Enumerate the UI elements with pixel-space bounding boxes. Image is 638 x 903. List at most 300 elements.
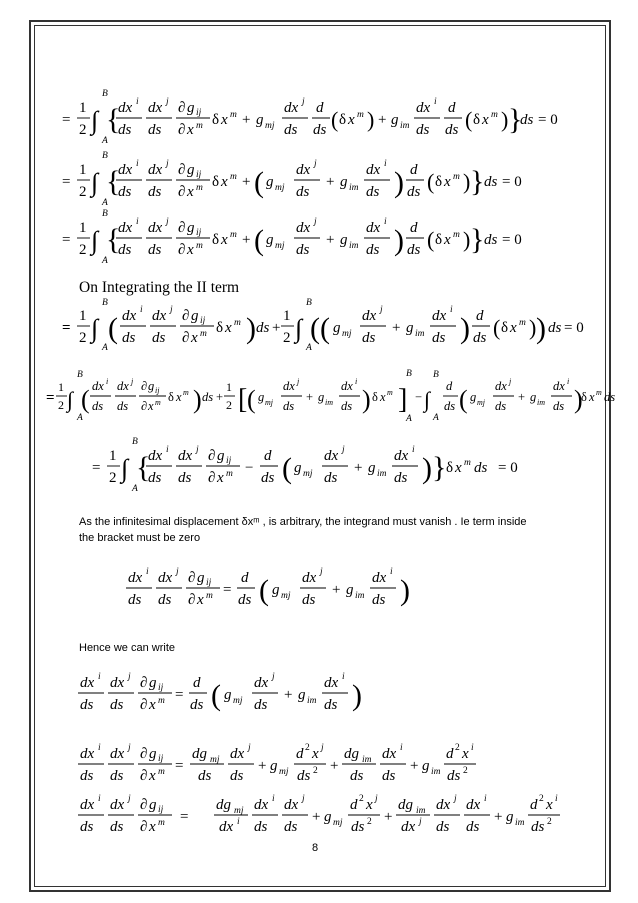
svg-text:m: m <box>183 388 189 397</box>
svg-text:ds: ds <box>313 122 327 138</box>
svg-text:(: ( <box>310 312 320 345</box>
svg-text:∂: ∂ <box>208 470 216 486</box>
equation-9 <box>78 743 476 784</box>
svg-text:x: x <box>148 399 154 413</box>
svg-text:}: } <box>470 223 485 256</box>
svg-text:m: m <box>596 388 602 397</box>
svg-text:2: 2 <box>359 794 364 804</box>
svg-text:j: j <box>380 305 383 315</box>
svg-text:}: } <box>432 451 447 484</box>
svg-text:i: i <box>484 794 487 804</box>
svg-text:m: m <box>158 818 165 828</box>
svg-text:dx: dx <box>416 100 431 116</box>
svg-text:(: ( <box>247 385 256 414</box>
svg-text:ds: ds <box>118 122 132 138</box>
svg-text:A: A <box>433 413 439 423</box>
svg-text:ds: ds <box>284 819 298 835</box>
equation-2 <box>62 151 522 208</box>
svg-text:j: j <box>375 794 378 804</box>
svg-text:): ) <box>460 312 470 345</box>
svg-text:i: i <box>106 377 109 386</box>
svg-text:dx: dx <box>382 746 397 762</box>
svg-text:1: 1 <box>109 448 117 464</box>
svg-text:dg: dg <box>192 746 207 762</box>
svg-text:x: x <box>366 797 373 813</box>
svg-text:dx: dx <box>80 746 95 762</box>
svg-text:=: = <box>46 390 55 406</box>
svg-text:d: d <box>446 379 453 393</box>
svg-text:i: i <box>384 159 387 169</box>
svg-text:{: { <box>136 451 151 484</box>
svg-text:dx: dx <box>230 746 245 762</box>
svg-text:∫: ∫ <box>121 454 129 483</box>
svg-text:g: g <box>391 112 399 128</box>
svg-text:−: − <box>415 390 423 404</box>
svg-text:g: g <box>187 162 195 178</box>
svg-text:x: x <box>187 242 194 258</box>
svg-text:(: ( <box>320 312 330 345</box>
svg-text:ds: ds <box>362 330 376 346</box>
svg-text:+: + <box>410 758 419 774</box>
svg-text:j: j <box>128 672 131 682</box>
svg-text:i: i <box>166 445 169 455</box>
svg-text:g: g <box>266 174 274 190</box>
svg-text:i: i <box>384 217 387 227</box>
svg-text:d: d <box>350 797 358 813</box>
svg-text:g: g <box>298 687 306 703</box>
svg-text:+: + <box>272 320 281 336</box>
svg-text:g: g <box>340 232 348 248</box>
svg-text:(: ( <box>493 315 501 340</box>
svg-text:m: m <box>230 110 237 120</box>
svg-text:g: g <box>266 232 274 248</box>
svg-text:ds: ds <box>432 330 446 346</box>
svg-text:j: j <box>176 567 179 577</box>
svg-text:+: + <box>306 390 314 404</box>
svg-text:ij: ij <box>196 170 202 180</box>
svg-text:+: + <box>242 112 251 128</box>
svg-text:): ) <box>394 166 404 199</box>
svg-text:m: m <box>387 388 393 397</box>
svg-text:j: j <box>128 743 131 753</box>
svg-text:i: i <box>140 305 143 315</box>
svg-text:x: x <box>217 470 224 486</box>
svg-text:dx: dx <box>401 819 416 835</box>
svg-text:2: 2 <box>305 743 310 753</box>
svg-text:d: d <box>530 797 538 813</box>
svg-text:g: g <box>191 308 199 324</box>
svg-text:): ) <box>574 385 583 414</box>
svg-text:ds: ds <box>495 399 507 413</box>
svg-text:m: m <box>491 110 498 120</box>
svg-text:δ: δ <box>212 174 220 190</box>
svg-text:=: = <box>175 687 184 703</box>
svg-text:dx: dx <box>302 570 317 586</box>
svg-text:g: g <box>258 390 265 404</box>
svg-text:+: + <box>216 390 224 404</box>
svg-text:ds: ds <box>118 184 132 200</box>
svg-text:ds: ds <box>324 470 338 486</box>
svg-text:1: 1 <box>79 162 87 178</box>
svg-text:{: { <box>106 165 121 198</box>
svg-text:2: 2 <box>463 766 468 776</box>
svg-text:m: m <box>453 230 460 240</box>
svg-text:1: 1 <box>79 308 87 324</box>
svg-text:∫: ∫ <box>91 106 99 135</box>
svg-text:x: x <box>187 184 194 200</box>
svg-text:∂: ∂ <box>182 330 190 346</box>
equation-3 <box>62 209 522 266</box>
svg-text:=: = <box>62 174 71 190</box>
svg-text:x: x <box>444 232 451 248</box>
svg-text:ds: ds <box>178 470 192 486</box>
svg-text:∫: ∫ <box>91 314 99 343</box>
svg-text:ds: ds <box>296 184 310 200</box>
svg-text:m: m <box>234 318 241 328</box>
svg-text:i: i <box>98 743 101 753</box>
svg-text:∂: ∂ <box>178 184 186 200</box>
svg-text:x: x <box>221 112 228 128</box>
svg-text:g: g <box>406 320 414 336</box>
svg-text:dx: dx <box>324 675 339 691</box>
svg-text:g: g <box>368 460 376 476</box>
svg-text:(: ( <box>427 169 435 194</box>
svg-text:=: = <box>175 758 184 774</box>
svg-text:+: + <box>242 174 251 190</box>
svg-text:g: g <box>149 675 157 691</box>
svg-text:+: + <box>330 758 339 774</box>
svg-text:ds: ds <box>80 768 94 784</box>
svg-text:ds: ds <box>382 768 396 784</box>
svg-text:mj: mj <box>342 329 352 339</box>
svg-text:im: im <box>515 818 525 828</box>
svg-text:im: im <box>416 806 426 816</box>
svg-text:g: g <box>422 758 430 774</box>
svg-text:i: i <box>471 743 474 753</box>
svg-text:dx: dx <box>254 675 269 691</box>
svg-text:g: g <box>318 390 325 404</box>
svg-text:mj: mj <box>233 696 243 706</box>
svg-text:δ: δ <box>581 390 587 404</box>
svg-text:dx: dx <box>362 308 377 324</box>
svg-text:∂: ∂ <box>140 675 148 691</box>
svg-text:ds: ds <box>148 470 162 486</box>
svg-text:im: im <box>362 755 372 765</box>
svg-text:g: g <box>333 320 341 336</box>
svg-text:+: + <box>518 390 526 404</box>
svg-text:ds: ds <box>283 399 295 413</box>
svg-text:δ: δ <box>372 390 378 404</box>
svg-text:δ: δ <box>435 232 443 248</box>
svg-text:B: B <box>433 370 439 380</box>
svg-text:2: 2 <box>79 330 87 346</box>
svg-text:ds: ds <box>302 592 316 608</box>
svg-text:j: j <box>170 305 173 315</box>
svg-text:j: j <box>272 672 275 682</box>
svg-text:∫: ∫ <box>295 314 303 343</box>
svg-text:+: + <box>258 758 267 774</box>
svg-text:): ) <box>394 224 404 257</box>
svg-text:+: + <box>378 112 387 128</box>
svg-text:ds: ds <box>520 112 534 128</box>
svg-text:B: B <box>102 89 108 99</box>
svg-text:B: B <box>132 437 138 447</box>
svg-text:∂: ∂ <box>140 819 148 835</box>
svg-text:2: 2 <box>367 817 372 827</box>
svg-text:∂: ∂ <box>178 242 186 258</box>
svg-text:j: j <box>302 97 305 107</box>
svg-text:j: j <box>297 377 300 386</box>
svg-text:ds: ds <box>118 242 132 258</box>
svg-text:dx: dx <box>254 797 269 813</box>
svg-text:): ) <box>463 227 471 252</box>
svg-text:mj: mj <box>265 121 275 131</box>
svg-text:i: i <box>237 817 240 827</box>
svg-text:1: 1 <box>226 380 232 394</box>
svg-text:δ: δ <box>212 112 220 128</box>
svg-text:ds: ds <box>256 320 270 336</box>
svg-text:ds: ds <box>80 697 94 713</box>
svg-text:dx: dx <box>372 570 387 586</box>
svg-text:ds: ds <box>407 184 421 200</box>
svg-text:∫: ∫ <box>91 168 99 197</box>
svg-text:j: j <box>314 217 317 227</box>
svg-text:∂: ∂ <box>140 697 148 713</box>
svg-text:i: i <box>555 794 558 804</box>
svg-text:j: j <box>131 377 134 386</box>
svg-text:d: d <box>264 448 272 464</box>
svg-text:x: x <box>149 819 156 835</box>
svg-text:mj: mj <box>265 398 273 407</box>
svg-text:ds: ds <box>254 697 268 713</box>
svg-text:ij: ij <box>158 754 164 764</box>
svg-text:d: d <box>193 675 201 691</box>
svg-text:2: 2 <box>313 766 318 776</box>
svg-text:ds: ds <box>148 242 162 258</box>
svg-text:ds: ds <box>202 390 214 404</box>
svg-text:m: m <box>200 329 207 339</box>
svg-text:2: 2 <box>283 330 291 346</box>
svg-text:+: + <box>326 232 335 248</box>
svg-text:(: ( <box>254 224 264 257</box>
svg-text:dx: dx <box>296 220 311 236</box>
svg-text:(: ( <box>427 227 435 252</box>
svg-text:A: A <box>102 256 108 266</box>
svg-text:im: im <box>415 329 425 339</box>
svg-text:ds: ds <box>351 819 365 835</box>
svg-text:x: x <box>191 330 198 346</box>
svg-text:ds: ds <box>230 768 244 784</box>
svg-text:j: j <box>166 97 169 107</box>
svg-text:]: ] <box>398 384 408 415</box>
svg-text:x: x <box>482 112 489 128</box>
svg-text:(: ( <box>259 574 269 607</box>
svg-text:dx: dx <box>432 308 447 324</box>
svg-text:i: i <box>342 672 345 682</box>
svg-text:δ: δ <box>339 112 347 128</box>
svg-text:im: im <box>325 398 333 407</box>
svg-text:∂: ∂ <box>141 399 148 413</box>
svg-text:+: + <box>392 320 401 336</box>
svg-text:x: x <box>149 697 156 713</box>
svg-text:dx: dx <box>118 162 133 178</box>
svg-text:ds: ds <box>92 399 104 413</box>
svg-text:i: i <box>98 672 101 682</box>
svg-text:2: 2 <box>455 743 460 753</box>
svg-text:ij: ij <box>206 578 212 588</box>
svg-text:im: im <box>355 591 365 601</box>
svg-text:= 0: = 0 <box>498 460 518 476</box>
svg-text:∂: ∂ <box>188 592 196 608</box>
svg-text:ds: ds <box>407 242 421 258</box>
page-number: 8 <box>312 842 319 854</box>
svg-text:): ) <box>246 312 256 345</box>
svg-text:∂: ∂ <box>178 162 186 178</box>
svg-text:i: i <box>136 217 139 227</box>
svg-text:+: + <box>332 582 341 598</box>
svg-text:A: A <box>77 413 83 423</box>
svg-text:im: im <box>349 241 359 251</box>
svg-text:x: x <box>589 390 595 404</box>
svg-text:mj: mj <box>275 241 285 251</box>
svg-text:ds: ds <box>122 330 136 346</box>
svg-text:x: x <box>546 797 553 813</box>
svg-text:1: 1 <box>79 100 87 116</box>
svg-text:im: im <box>431 767 441 777</box>
svg-text:dx: dx <box>284 797 299 813</box>
svg-text:mj: mj <box>303 469 313 479</box>
svg-text:im: im <box>537 398 545 407</box>
svg-text:2: 2 <box>226 398 232 412</box>
svg-text:+: + <box>242 232 251 248</box>
svg-text:g: g <box>187 220 195 236</box>
svg-text:g: g <box>506 809 514 825</box>
svg-text:x: x <box>225 320 232 336</box>
svg-text:ds: ds <box>436 819 450 835</box>
svg-text:i: i <box>146 567 149 577</box>
svg-text:∂: ∂ <box>182 308 190 324</box>
svg-text:+: + <box>384 809 393 825</box>
svg-text:x: x <box>455 460 462 476</box>
svg-text:j: j <box>419 817 422 827</box>
svg-text:δ: δ <box>473 112 481 128</box>
svg-text:(: ( <box>81 385 90 414</box>
note-line-1: As the infinitesimal displacement δxᵐ , is arbitrary, the integrand must vanish . Ie term inside <box>79 516 527 528</box>
svg-text:ij: ij <box>158 805 164 815</box>
svg-text:g: g <box>148 379 155 393</box>
svg-text:∫: ∫ <box>67 387 74 412</box>
svg-text:1: 1 <box>283 308 291 324</box>
svg-text:ds: ds <box>416 122 430 138</box>
svg-text:ds: ds <box>110 697 124 713</box>
svg-text:dg: dg <box>216 797 231 813</box>
svg-text:dx: dx <box>128 570 143 586</box>
svg-text:m: m <box>230 230 237 240</box>
svg-text:=: = <box>62 112 71 128</box>
svg-text:m: m <box>196 183 203 193</box>
svg-text:dx: dx <box>324 448 339 464</box>
svg-text:im: im <box>349 183 359 193</box>
svg-text:ds: ds <box>474 460 488 476</box>
svg-text:x: x <box>149 768 156 784</box>
svg-text:dx: dx <box>118 100 133 116</box>
svg-text:d: d <box>410 162 418 178</box>
svg-text:ds: ds <box>445 122 459 138</box>
svg-text:): ) <box>193 385 202 414</box>
svg-text:mj: mj <box>333 818 343 828</box>
svg-text:i: i <box>390 567 393 577</box>
svg-text:dx: dx <box>110 675 125 691</box>
svg-text:2: 2 <box>109 470 117 486</box>
svg-text:mj: mj <box>234 806 244 816</box>
svg-text:dx: dx <box>80 797 95 813</box>
svg-text:2: 2 <box>79 184 87 200</box>
svg-text:m: m <box>155 398 161 407</box>
svg-text:ds: ds <box>148 122 162 138</box>
svg-text:∂: ∂ <box>178 220 186 236</box>
svg-text:j: j <box>509 377 512 386</box>
svg-text:x: x <box>444 174 451 190</box>
svg-text:j: j <box>342 445 345 455</box>
svg-text:d: d <box>476 308 484 324</box>
svg-text:2: 2 <box>547 817 552 827</box>
svg-text:g: g <box>346 582 354 598</box>
svg-text:mj: mj <box>210 755 220 765</box>
svg-text:ij: ij <box>196 228 202 238</box>
svg-text:A: A <box>102 198 108 208</box>
svg-text:ij: ij <box>200 316 206 326</box>
svg-text:g: g <box>340 174 348 190</box>
svg-text:{: { <box>106 223 121 256</box>
svg-text:dx: dx <box>152 308 167 324</box>
svg-text:A: A <box>102 136 108 146</box>
svg-text:x: x <box>221 232 228 248</box>
svg-text:): ) <box>367 107 375 132</box>
svg-text:B: B <box>406 369 412 379</box>
svg-text:B: B <box>77 370 83 380</box>
svg-text:x: x <box>510 320 517 336</box>
svg-text:i: i <box>450 305 453 315</box>
svg-text:j: j <box>128 794 131 804</box>
svg-text:g: g <box>272 582 280 598</box>
svg-text:ds: ds <box>366 184 380 200</box>
svg-text:dx: dx <box>366 220 381 236</box>
svg-text:∂: ∂ <box>188 570 196 586</box>
svg-text:= 0: = 0 <box>564 320 584 336</box>
svg-text:x: x <box>348 112 355 128</box>
svg-text:g: g <box>149 797 157 813</box>
svg-text:g: g <box>187 100 195 116</box>
svg-text:ds: ds <box>553 399 565 413</box>
svg-text:x: x <box>221 174 228 190</box>
svg-text:j: j <box>314 159 317 169</box>
svg-text:ds: ds <box>473 330 487 346</box>
svg-text:i: i <box>98 794 101 804</box>
svg-text:g: g <box>324 809 332 825</box>
svg-text:m: m <box>206 591 213 601</box>
svg-text:g: g <box>224 687 232 703</box>
svg-text:m: m <box>226 469 233 479</box>
svg-text:=: = <box>223 582 232 598</box>
svg-text:ds: ds <box>366 242 380 258</box>
svg-text:ds: ds <box>604 390 616 404</box>
svg-text:ds: ds <box>110 768 124 784</box>
svg-text:d: d <box>316 100 324 116</box>
svg-text:dx: dx <box>394 448 409 464</box>
svg-text:(: ( <box>254 166 264 199</box>
svg-text:∂: ∂ <box>140 768 148 784</box>
equation-4 <box>62 298 584 353</box>
